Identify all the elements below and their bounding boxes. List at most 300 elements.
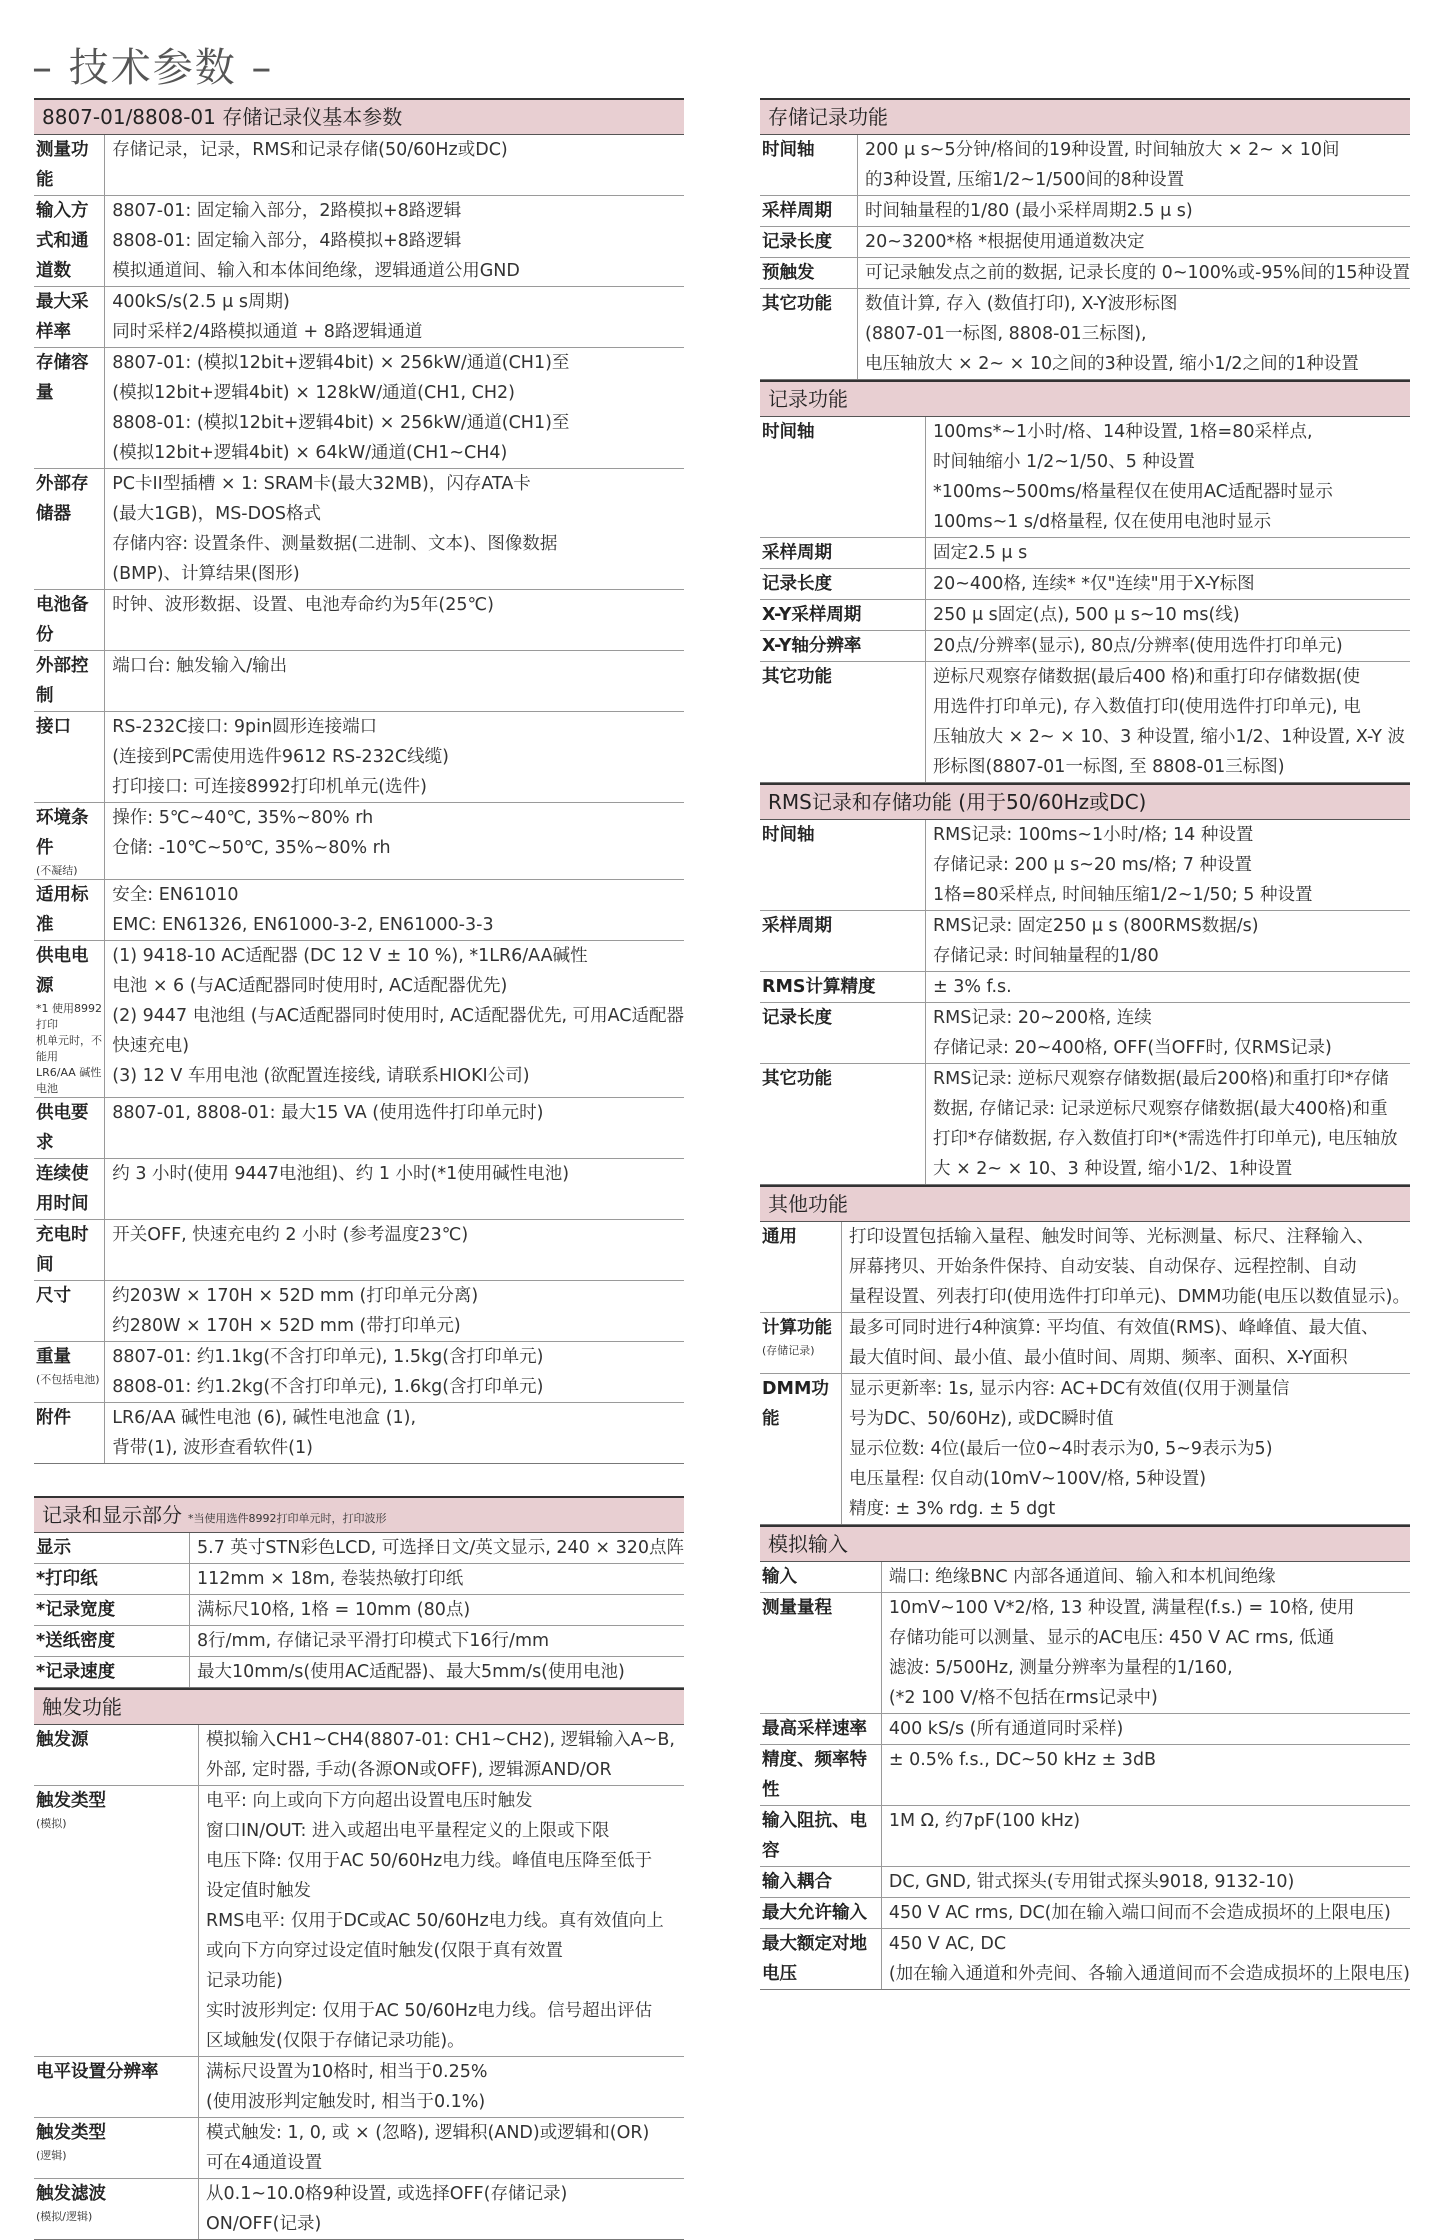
param-value-line: 模拟输入CH1~CH4(8807-01: CH1~CH2), 逻辑输入A~B, [206, 1730, 675, 1750]
param-row [34, 803, 684, 880]
param-key-label: 时间轴 [762, 422, 815, 442]
param-value-line: (2) 9447 电池组 (与AC适配器同时使用时, AC适配器优先, 可用AC适配器 [112, 1006, 684, 1026]
param-key [760, 631, 926, 662]
param-key-label: 时间轴 [762, 140, 815, 160]
param-value [881, 1867, 1410, 1898]
param-key [760, 1745, 881, 1806]
param-value [881, 1714, 1410, 1745]
param-value-line: 8808-01: 约1.2kg(不含打印单元), 1.6kg(含打印单元) [112, 1377, 544, 1397]
param-key-label: 记录长度 [762, 574, 832, 594]
param-value-line: 打印设置包括输入量程、触发时间等、光标测量、标尺、注释输入、 [849, 1227, 1375, 1247]
param-value-line: ± 0.5% f.s., DC~50 kHz ± 3dB [888, 1750, 1157, 1770]
param-key-label: *送纸密度 [36, 1631, 116, 1651]
param-row [760, 600, 1410, 631]
param-value-line: 400 kS/s (所有通道同时采样) [888, 1719, 1124, 1739]
param-value-line: 设定值时触发 [206, 1881, 311, 1901]
param-row [34, 1533, 684, 1564]
param-value-line: 形标图(8807-01一标图, 至 8808-01三标图) [933, 757, 1285, 777]
param-key-label: 触发类型 [36, 1791, 106, 1811]
param-value-line: 约 3 小时(使用 9447电池组)、约 1 小时(*1使用碱性电池) [112, 1164, 570, 1184]
param-row [760, 1313, 1410, 1374]
param-value-line: 约280W × 170H × 52D mm (带打印单元) [112, 1316, 461, 1336]
param-key-label: 测量量程 [762, 1598, 832, 1618]
param-value [881, 1562, 1410, 1593]
section-title: 触发功能 [42, 1695, 122, 1719]
param-value-line: 存储记录: 200 μ s~20 ms/格; 7 种设置 [933, 855, 1252, 875]
param-value-line: (BMP)、计算结果(图形) [112, 564, 300, 584]
param-value [105, 1281, 684, 1342]
section-record-display [34, 1496, 684, 1688]
param-key-label: 输入方式和通道数 [36, 201, 89, 281]
section-note: *当使用选件8992打印单元时，打印波形 [188, 1512, 387, 1525]
param-row [760, 662, 1410, 783]
param-key [34, 1626, 190, 1657]
param-key [760, 1929, 881, 1990]
param-key [760, 1003, 926, 1064]
param-key [34, 803, 105, 880]
section-title: 存储记录功能 [768, 105, 888, 129]
param-key [760, 258, 858, 289]
param-value-line: 逆标尺观察存储数据(最后400 格)和重打印存储数据(使 [933, 667, 1360, 687]
param-key-label: 显示 [36, 1538, 71, 1558]
param-value-line: (3) 12 V 车用电池 (欲配置连接线, 请联系HIOKI公司) [112, 1066, 530, 1086]
param-value-line: (模拟12bit+逻辑4bit) × 128kW/通道(CH1, CH2) [112, 383, 515, 403]
param-key-note: *1 使用8992打印 [36, 1002, 102, 1031]
param-value [105, 1220, 684, 1281]
param-value [858, 258, 1411, 289]
section-header [760, 380, 1410, 417]
param-key [34, 1725, 199, 1786]
section-header [760, 1525, 1410, 1562]
param-value-line: 区域触发(仅限于存储记录功能)。 [206, 2031, 465, 2051]
param-row [760, 1064, 1410, 1185]
param-value-line: 100ms~1 s/d格量程, 仅在使用电池时显示 [933, 512, 1272, 532]
param-value [926, 631, 1411, 662]
param-key-label: 电池备份 [36, 595, 89, 645]
param-value [926, 1064, 1411, 1185]
param-key-label: 充电时间 [36, 1225, 89, 1275]
param-value-line: 精度: ± 3% rdg. ± 5 dgt [849, 1499, 1056, 1519]
param-row [760, 1806, 1410, 1867]
param-value-line: (加在输入通道和外壳间、各输入通道间而不会造成损坏的上限电压) [888, 1964, 1410, 1984]
param-key-label: 采样周期 [762, 201, 832, 221]
param-value-line: 同时采样2/4路模拟通道 + 8路逻辑通道 [112, 322, 423, 342]
param-value [105, 1159, 684, 1220]
param-row [34, 1564, 684, 1595]
param-value-line: 最大10mm/s(使用AC适配器)、最大5mm/s(使用电池) [197, 1662, 625, 1682]
param-value [199, 2118, 685, 2179]
param-value-line: 端口: 绝缘BNC 内部各通道间、输入和本机间绝缘 [888, 1567, 1276, 1587]
param-key-label: X-Y轴分辨率 [762, 636, 862, 656]
param-key [34, 590, 105, 651]
param-key [34, 941, 105, 1098]
param-key [760, 1064, 926, 1185]
param-key [760, 538, 926, 569]
param-value-line: 屏幕拷贝、开始条件保持、自动安装、自动保存、远程控制、自动 [849, 1257, 1357, 1277]
param-key-label: 电平设置分辨率 [36, 2062, 159, 2082]
param-key [34, 2057, 199, 2118]
param-value-line: 8807-01, 8808-01: 最大15 VA (使用选件打印单元时) [112, 1103, 544, 1123]
section-header [760, 1185, 1410, 1222]
param-value [881, 1898, 1410, 1929]
section-trigger [34, 1688, 684, 2240]
param-key-note: 机单元时，不能用 [36, 1034, 102, 1063]
param-key [760, 1898, 881, 1929]
param-row [34, 2118, 684, 2179]
param-key-label: 存储容量 [36, 353, 89, 403]
param-value-line: 时钟、波形数据、设置、电池寿命约为5年(25℃) [112, 595, 494, 615]
param-value-line: RMS电平: 仅用于DC或AC 50/60Hz电力线。真有效值向上 [206, 1911, 664, 1931]
section-spacer [34, 1464, 684, 1496]
param-value [926, 662, 1411, 783]
param-value-line: DC, GND, 钳式探头(专用钳式探头9018, 9132-10) [888, 1872, 1295, 1892]
param-value [105, 1403, 684, 1464]
param-row [760, 1929, 1410, 1990]
param-value-line: 量程设置、列表打印(使用选件打印单元)、DMM功能(电压以数值显示)。 [849, 1287, 1410, 1307]
param-value-line: RMS记录: 固定250 μ s (800RMS数据/s) [933, 916, 1259, 936]
param-value-line: 端口台: 触发输入/输出 [112, 656, 288, 676]
param-key-label: 精度、频率特性 [762, 1750, 867, 1800]
param-value-line: 8808-01: (模拟12bit+逻辑4bit) × 256kW/通道(CH1)至 [112, 413, 570, 433]
param-key [760, 1374, 842, 1525]
param-row [760, 569, 1410, 600]
param-value-line: 20点/分辨率(显示), 80点/分辨率(使用选件打印单元) [933, 636, 1343, 656]
section-rms [760, 783, 1410, 1185]
param-value-line: 存储内容: 设置条件、测量数据(二进制、文本)、图像数据 [112, 534, 558, 554]
param-value-line: 显示更新率: 1s, 显示内容: AC+DC有效值(仅用于测量信 [849, 1379, 1290, 1399]
param-value-line: 可记录触发点之前的数据, 记录长度的 0~100%或-95%间的15种设置 [865, 263, 1410, 283]
param-value [926, 417, 1411, 538]
param-key-label: 预触发 [762, 263, 815, 283]
param-row [760, 631, 1410, 662]
param-value-line: 1格=80采样点, 时间轴压缩1/2~1/50; 5 种设置 [933, 885, 1313, 905]
page-title: – 技术参数 – [32, 45, 274, 91]
param-key-label: 其它功能 [762, 667, 832, 687]
param-value-line: 8807-01: (模拟12bit+逻辑4bit) × 256kW/通道(CH1)至 [112, 353, 570, 373]
param-row [34, 1786, 684, 2057]
param-value [105, 651, 684, 712]
section-analog [760, 1525, 1410, 1990]
section-header [34, 1688, 684, 1725]
param-key [760, 1313, 842, 1374]
param-value-line: 存储记录，记录，RMS和记录存储(50/60Hz或DC) [112, 140, 508, 160]
param-key-label: 记录长度 [762, 232, 832, 252]
param-row [760, 1898, 1410, 1929]
param-row [34, 1626, 684, 1657]
section-title: 记录和显示部分 [42, 1503, 182, 1527]
param-value-line: 8807-01: 约1.1kg(不含打印单元), 1.5kg(含打印单元) [112, 1347, 544, 1367]
param-value [105, 803, 684, 880]
param-key-label: 触发滤波 [36, 2184, 106, 2204]
param-value-line: 快速充电) [112, 1036, 190, 1056]
param-key-label: 连续使用时间 [36, 1164, 89, 1214]
section-title: 8807-01/8808-01 存储记录仪基本参数 [42, 105, 403, 129]
param-value-line: 约203W × 170H × 52D mm (打印单元分离) [112, 1286, 479, 1306]
param-key-label: *打印纸 [36, 1569, 98, 1589]
param-value [926, 1003, 1411, 1064]
param-value [881, 1929, 1410, 1990]
param-row [34, 880, 684, 941]
param-key [34, 712, 105, 803]
param-key [34, 1281, 105, 1342]
param-key-label: *记录宽度 [36, 1600, 116, 1620]
param-value [842, 1374, 1410, 1525]
param-key-note: (不凝结) [36, 864, 78, 877]
param-value-line: 8807-01: 固定输入部分，2路模拟+8路逻辑 [112, 201, 462, 221]
param-row [34, 2057, 684, 2118]
param-value-line: 10mV~100 V*2/格, 13 种设置, 满量程(f.s.) = 10格, 使用 [888, 1598, 1355, 1618]
param-value-line: 1M Ω, 约7pF(100 kHz) [888, 1811, 1081, 1831]
param-value-line: 或向下方向穿过设定值时触发(仅限于真有效置 [206, 1941, 563, 1961]
param-value-line: 可在4通道设置 [206, 2153, 323, 2173]
param-key-label: 通用 [762, 1227, 797, 1247]
param-key-label: 附件 [36, 1408, 71, 1428]
param-value-line: (1) 9418-10 AC适配器 (DC 12 V ± 10 %), *1LR6/AA碱性 [112, 946, 588, 966]
param-value-line: 400kS/s(2.5 μ s周期) [112, 292, 290, 312]
param-value-line: 数据, 存储记录: 记录逆标尺观察存储数据(最大400格)和重 [933, 1099, 1388, 1119]
param-key [34, 1220, 105, 1281]
param-key [34, 2179, 199, 2240]
param-key-label: 供电电源 [36, 946, 89, 996]
section-basic [34, 98, 684, 1464]
param-value-line: 号为DC、50/60Hz), 或DC瞬时值 [849, 1409, 1114, 1429]
param-key-note: (不包括电池) [36, 1373, 100, 1386]
param-key [760, 1806, 881, 1867]
param-key-label: 触发类型 [36, 2123, 106, 2143]
section-header [760, 98, 1410, 135]
param-key [34, 469, 105, 590]
param-key [760, 289, 858, 380]
param-value [926, 538, 1411, 569]
param-table [34, 1725, 684, 2240]
param-value-line: 模拟通道间、输入和本体间绝缘，逻辑通道公用GND [112, 261, 520, 281]
param-value [105, 196, 684, 287]
param-value-line: ± 3% f.s. [933, 977, 1012, 997]
param-value [105, 1342, 684, 1403]
param-key [34, 1595, 190, 1626]
param-row [34, 1657, 684, 1688]
param-value-line: 操作: 5℃~40℃, 35%~80% rh [112, 808, 374, 828]
param-key-label: 最高采样速率 [762, 1719, 867, 1739]
section-header [34, 98, 684, 135]
param-key [760, 972, 926, 1003]
param-value [105, 590, 684, 651]
param-key [760, 1562, 881, 1593]
param-key-note: (模拟/逻辑) [36, 2210, 93, 2223]
param-value-line: 200 μ s~5分钟/格间的19种设置, 时间轴放大 × 2~ × 10间 [865, 140, 1340, 160]
param-key-label: 最大额定对地电压 [762, 1934, 867, 1984]
param-value-line: 安全: EN61010 [112, 885, 239, 905]
param-row [34, 1098, 684, 1159]
param-key-label: 其它功能 [762, 1069, 832, 1089]
param-value-line: LR6/AA 碱性电池 (6), 碱性电池盒 (1), [112, 1408, 417, 1428]
param-key-label: RMS计算精度 [762, 977, 876, 997]
param-row [34, 1725, 684, 1786]
param-value [926, 569, 1411, 600]
param-key-note: (存储记录) [762, 1344, 815, 1357]
param-key [34, 1564, 190, 1595]
param-key [760, 1222, 842, 1313]
section-title: 其他功能 [768, 1192, 848, 1216]
param-value-line: 外部, 定时器, 手动(各源ON或OFF), 逻辑源AND/OR [206, 1760, 612, 1780]
section-header [34, 1496, 684, 1533]
param-value [842, 1222, 1410, 1313]
param-row [760, 1562, 1410, 1593]
param-value-line: 100ms*~1小时/格、14种设置, 1格=80采样点, [933, 422, 1313, 442]
param-value-line: PC卡II型插槽 × 1: SRAM卡(最大32MB)，闪存ATA卡 [112, 474, 531, 494]
param-table [34, 135, 684, 1464]
param-value-line: RS-232C接口: 9pin圆形连接端口 [112, 717, 378, 737]
param-value [881, 1806, 1410, 1867]
param-value [190, 1564, 684, 1595]
param-row [34, 469, 684, 590]
param-value-line: 用选件打印单元), 存入数值打印(使用选件打印单元), 电 [933, 697, 1361, 717]
section-title: 模拟输入 [768, 1532, 848, 1556]
section-memory [760, 98, 1410, 380]
param-row [34, 1342, 684, 1403]
param-value-line: 实时波形判定: 仅用于AC 50/60Hz电力线。信号超出评估 [206, 2001, 653, 2021]
param-value-line: 满标尺10格, 1格 = 10mm (80点) [197, 1600, 471, 1620]
param-value-line: *100ms~500ms/格量程仅在使用AC适配器时显示 [933, 482, 1333, 502]
param-key [760, 820, 926, 911]
param-value-line: 最大值时间、最小值、最小值时间、周期、频率、面积、X-Y面积 [849, 1348, 1348, 1368]
param-row [34, 348, 684, 469]
param-key-label: 供电要求 [36, 1103, 89, 1153]
param-value-line: RMS记录: 20~200格, 连续 [933, 1008, 1152, 1028]
param-key-note: LR6/AA 碱性电池 [36, 1066, 102, 1095]
param-value-line: 250 μ s固定(点), 500 μ s~10 ms(线) [933, 605, 1240, 625]
param-row [34, 1403, 684, 1464]
param-value-line: 开关OFF, 快速充电约 2 小时 (参考温度23℃) [112, 1225, 469, 1245]
param-key [34, 1342, 105, 1403]
param-value-line: 最多可同时进行4种演算: 平均值、有效值(RMS)、峰峰值、最大值、 [849, 1318, 1379, 1338]
param-value-line: 大 × 2~ × 10、3 种设置, 缩小1/2、1种设置 [933, 1159, 1293, 1179]
param-value-line: 20~3200*格 *根据使用通道数决定 [865, 232, 1145, 252]
param-value [199, 2179, 685, 2240]
param-key [34, 348, 105, 469]
param-table [760, 1562, 1410, 1990]
param-value-line: ON/OFF(记录) [206, 2214, 322, 2234]
param-value-line: 窗口IN/OUT: 进入或超出电平量程定义的上限或下限 [206, 1821, 610, 1841]
param-key-label: DMM功能 [762, 1379, 829, 1429]
param-row [760, 258, 1410, 289]
param-key-note: (模拟) [36, 1817, 67, 1830]
param-key-label: 外部存储器 [36, 474, 89, 524]
section-recording [760, 380, 1410, 783]
param-key [34, 1533, 190, 1564]
param-key-label: 最大采样率 [36, 292, 89, 342]
param-key [760, 662, 926, 783]
param-row [760, 972, 1410, 1003]
param-key-label: 采样周期 [762, 543, 832, 563]
param-value-line: 450 V AC rms, DC(加在输入端口间而不会造成损坏的上限电压) [888, 1903, 1391, 1923]
param-key [34, 196, 105, 287]
param-value [105, 1098, 684, 1159]
param-row [34, 1220, 684, 1281]
param-row [760, 1374, 1410, 1525]
param-row [760, 1867, 1410, 1898]
param-value-line: 满标尺设置为10格时, 相当于0.25% [206, 2062, 488, 2082]
param-value [858, 196, 1411, 227]
param-row [34, 2179, 684, 2240]
param-value-line: (使用波形判定触发时, 相当于0.1%) [206, 2092, 486, 2112]
param-value-line: (连接到PC需使用选件9612 RS-232C线缆) [112, 747, 449, 767]
param-row [760, 417, 1410, 538]
param-row [34, 941, 684, 1098]
param-value-line: 5.7 英寸STN彩色LCD, 可选择日文/英文显示, 240 × 320点阵 [197, 1538, 684, 1558]
param-row [760, 1593, 1410, 1714]
param-key [760, 569, 926, 600]
param-key-label: 适用标准 [36, 885, 89, 935]
param-value-line: 从0.1~10.0格9种设置, 或选择OFF(存储记录) [206, 2184, 568, 2204]
param-key [34, 287, 105, 348]
param-value [105, 880, 684, 941]
param-value-line: 8行/mm, 存储记录平滑打印模式下16行/mm [197, 1631, 550, 1651]
param-key-label: 其它功能 [762, 294, 832, 314]
param-value [926, 820, 1411, 911]
param-key-label: 外部控制 [36, 656, 89, 706]
param-key-label: 环境条件 [36, 808, 89, 858]
param-value-line: 背带(1), 波形查看软件(1) [112, 1438, 313, 1458]
section-title: 记录功能 [768, 387, 848, 411]
param-value-line: 仓储: -10℃~50℃, 35%~80% rh [112, 838, 391, 858]
param-value [190, 1595, 684, 1626]
left-column [34, 98, 684, 2240]
param-value [105, 348, 684, 469]
param-value-line: 时间轴缩小 1/2~1/50、5 种设置 [933, 452, 1195, 472]
param-value-line: 数值计算, 存入 (数值打印), X-Y波形标图 [865, 294, 1178, 314]
param-table [760, 1222, 1410, 1525]
param-key [34, 1403, 105, 1464]
param-row [760, 1222, 1410, 1313]
param-key-label: 记录长度 [762, 1008, 832, 1028]
param-table [760, 417, 1410, 783]
param-key-label: 输入 [762, 1567, 797, 1587]
param-value-line: 压轴放大 × 2~ × 10、3 种设置, 缩小1/2、1种设置, X-Y 波 [933, 727, 1405, 747]
param-value [926, 600, 1411, 631]
param-key [760, 196, 858, 227]
param-row [34, 287, 684, 348]
param-row [760, 820, 1410, 911]
param-value [842, 1313, 1410, 1374]
param-key [34, 651, 105, 712]
param-value [858, 135, 1411, 196]
param-row [34, 590, 684, 651]
param-value-line: 滤波: 5/500Hz, 测量分辨率为量程的1/160, [888, 1658, 1233, 1678]
param-value-line: 存储记录: 20~400格, OFF(当OFF时, 仅RMS记录) [933, 1038, 1332, 1058]
param-key-label: 尺寸 [36, 1286, 71, 1306]
param-value-line: 记录功能) [206, 1971, 283, 1991]
param-row [34, 196, 684, 287]
param-key-label: 输入耦合 [762, 1872, 832, 1892]
param-key [34, 1786, 199, 2057]
param-value [190, 1626, 684, 1657]
param-key-label: 计算功能 [762, 1318, 832, 1338]
param-value [190, 1657, 684, 1688]
param-key [34, 2118, 199, 2179]
param-key [34, 135, 105, 196]
param-key [760, 1867, 881, 1898]
param-key [760, 227, 858, 258]
param-key-label: 采样周期 [762, 916, 832, 936]
param-row [760, 196, 1410, 227]
param-key [760, 135, 858, 196]
param-value [881, 1745, 1410, 1806]
param-row [34, 1595, 684, 1626]
param-value-line: 的3种设置, 压缩1/2~1/500间的8种设置 [865, 170, 1185, 190]
param-key-label: 接口 [36, 717, 71, 737]
param-value [190, 1533, 684, 1564]
